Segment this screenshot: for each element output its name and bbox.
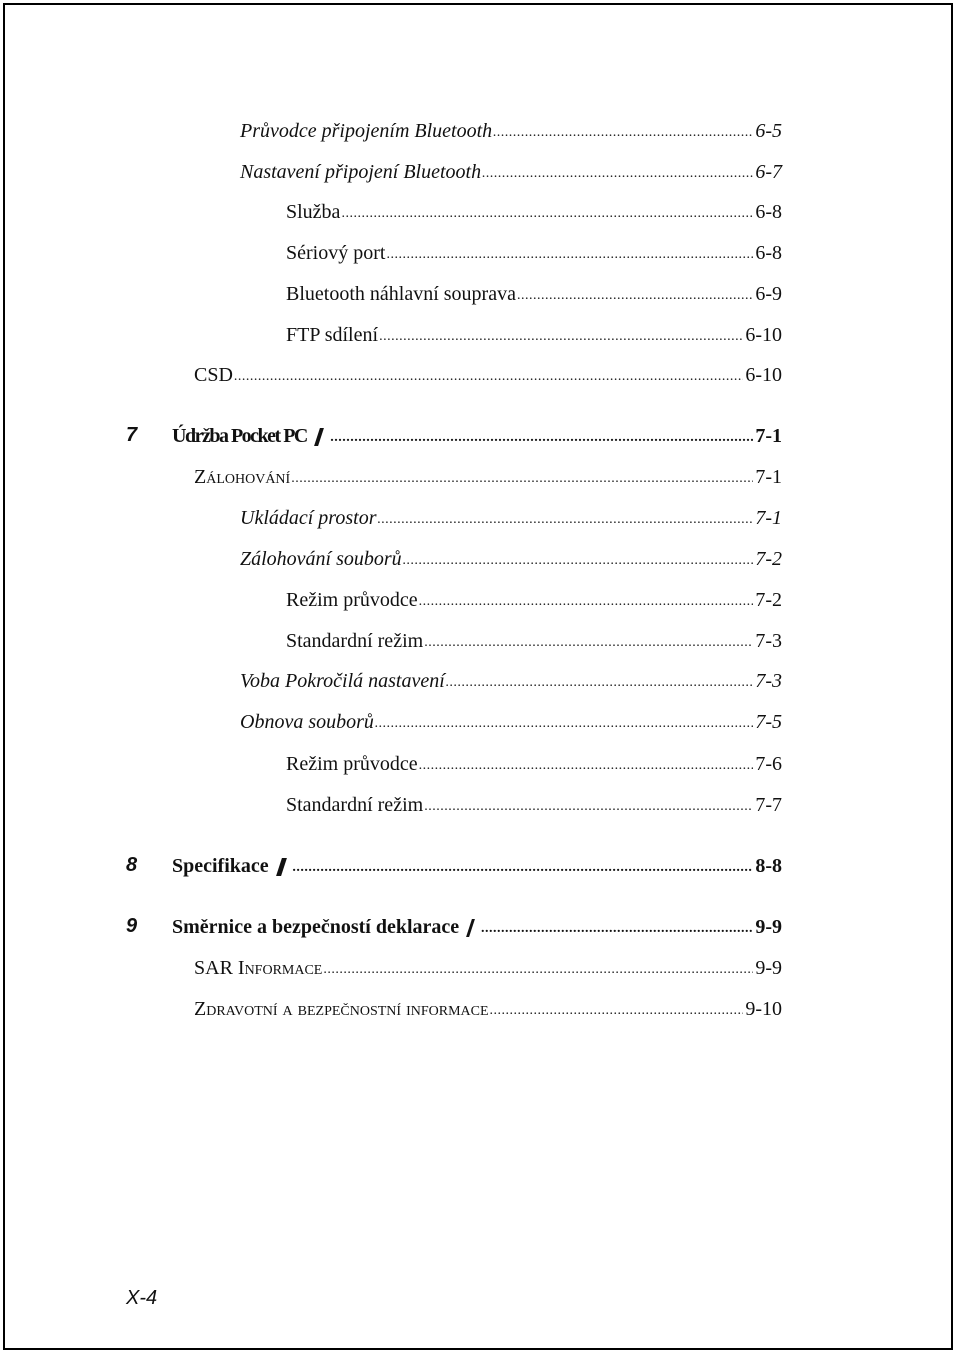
- toc-entry-label: SAR Informace: [194, 957, 323, 979]
- toc-entry[interactable]: [240, 661, 782, 691]
- toc-entry-label: Režim průvodce: [286, 589, 418, 611]
- toc-entry-page: 7-2: [755, 589, 782, 611]
- dot-leader: [341, 207, 753, 221]
- toc-entry[interactable]: [286, 580, 782, 610]
- toc-entry-label: Zdravotní a bezpečnostní informace: [194, 998, 489, 1020]
- toc-entry-label: FTP sdílení: [286, 324, 379, 346]
- toc-entry-label: Obnova souborů: [240, 711, 374, 733]
- toc-entry[interactable]: [286, 785, 782, 815]
- dot-leader: [424, 800, 753, 814]
- toc-chapter-entry[interactable]: [172, 907, 782, 937]
- toc-entry-page: 7-5: [755, 711, 782, 733]
- dot-leader: [323, 963, 753, 977]
- chapter-number: 9: [126, 915, 138, 937]
- toc-entry[interactable]: [194, 989, 782, 1019]
- toc-entry-label: Voba Pokročilá nastavení: [240, 670, 445, 692]
- toc-entry-page: 7-7: [755, 794, 782, 816]
- toc-chapter-page: 7-1: [755, 425, 782, 447]
- dot-leader: [481, 922, 753, 936]
- dot-leader: [482, 167, 753, 181]
- toc-entry-label: Zálohování souborů: [240, 548, 402, 570]
- toc-entry-page: 9-10: [745, 998, 782, 1020]
- dot-leader: [403, 554, 754, 568]
- toc-entry[interactable]: [194, 948, 782, 978]
- toc-entry[interactable]: [286, 315, 782, 345]
- toc-entry-page: 7-2: [755, 548, 782, 570]
- toc-chapter-label: Specifikace: [172, 855, 269, 877]
- toc-entry-page: 9-9: [755, 957, 782, 979]
- toc-chapter-label: Údržba Pocket PC: [172, 425, 307, 447]
- toc-entry[interactable]: [286, 233, 782, 263]
- toc-chapter-entry[interactable]: [172, 416, 782, 446]
- toc-entry-label: Režim průvodce: [286, 753, 418, 775]
- toc-entry-label: Sériový port: [286, 242, 386, 264]
- dot-leader: [292, 861, 753, 875]
- toc-chapter-page: 8-8: [755, 855, 782, 877]
- toc-entry-page: 7-3: [755, 630, 782, 652]
- toc-entry[interactable]: [194, 355, 782, 385]
- toc-entry-label: Průvodce připojením Bluetooth: [240, 120, 493, 142]
- toc-entry-page: 7-1: [755, 507, 782, 529]
- toc-entry-label: CSD: [194, 364, 233, 386]
- toc-entry-label: Standardní režim: [286, 630, 424, 652]
- toc-entry-label: Bluetooth náhlavní souprava: [286, 283, 516, 305]
- chapter-number: 7: [126, 424, 138, 446]
- dot-leader: [490, 1004, 744, 1018]
- toc-entry[interactable]: [286, 192, 782, 222]
- toc-entry-page: 6-10: [745, 324, 782, 346]
- dot-leader: [419, 595, 754, 609]
- toc-entry[interactable]: [194, 457, 782, 487]
- toc-entry-page: 7-6: [755, 753, 782, 775]
- dot-leader: [517, 289, 753, 303]
- toc-entry[interactable]: [240, 111, 782, 141]
- dot-leader: [419, 759, 754, 773]
- dot-leader: [379, 330, 743, 344]
- toc-entry[interactable]: [240, 702, 782, 732]
- toc-entry-page: 7-1: [755, 466, 782, 488]
- toc-chapter-label: Směrnice a bezpečností deklarace: [172, 916, 460, 938]
- toc-entry-page: 6-8: [755, 242, 782, 264]
- toc-entry-page: 6-9: [755, 283, 782, 305]
- toc-chapter-entry[interactable]: [172, 846, 782, 876]
- toc-entry-page: 6-10: [745, 364, 782, 386]
- toc-entry-label: Nastavení připojení Bluetooth: [240, 161, 482, 183]
- toc-entry[interactable]: [286, 744, 782, 774]
- toc-entry-label: Ukládací prostor: [240, 507, 377, 529]
- dot-leader: [424, 636, 753, 650]
- toc-entry-label: Služba: [286, 201, 341, 223]
- dot-leader: [493, 126, 753, 140]
- toc-entry-page: 7-3: [755, 670, 782, 692]
- toc-entry[interactable]: [240, 539, 782, 569]
- toc-chapter-page: 9-9: [755, 916, 782, 938]
- dot-leader: [377, 513, 753, 527]
- toc-entry-label: Zálohování: [194, 466, 291, 488]
- chapter-marker-icon: [276, 858, 287, 876]
- toc-entry[interactable]: [286, 621, 782, 651]
- dot-leader: [386, 248, 753, 262]
- toc-entry-label: Standardní režim: [286, 794, 424, 816]
- dot-leader: [291, 472, 753, 486]
- chapter-number: 8: [126, 854, 138, 876]
- toc-entry-page: 6-5: [755, 120, 782, 142]
- toc-entry-page: 6-7: [755, 161, 782, 183]
- dot-leader: [375, 717, 753, 731]
- toc-entry[interactable]: [240, 498, 782, 528]
- dot-leader: [234, 370, 743, 384]
- toc-entry[interactable]: [286, 274, 782, 304]
- dot-leader: [330, 431, 753, 445]
- chapter-marker-icon: [314, 428, 324, 446]
- dot-leader: [446, 676, 754, 690]
- page-number-footer: X-4: [126, 1287, 158, 1309]
- chapter-marker-icon: [466, 919, 475, 937]
- toc-entry-page: 6-8: [755, 201, 782, 223]
- toc-entry[interactable]: [240, 152, 782, 182]
